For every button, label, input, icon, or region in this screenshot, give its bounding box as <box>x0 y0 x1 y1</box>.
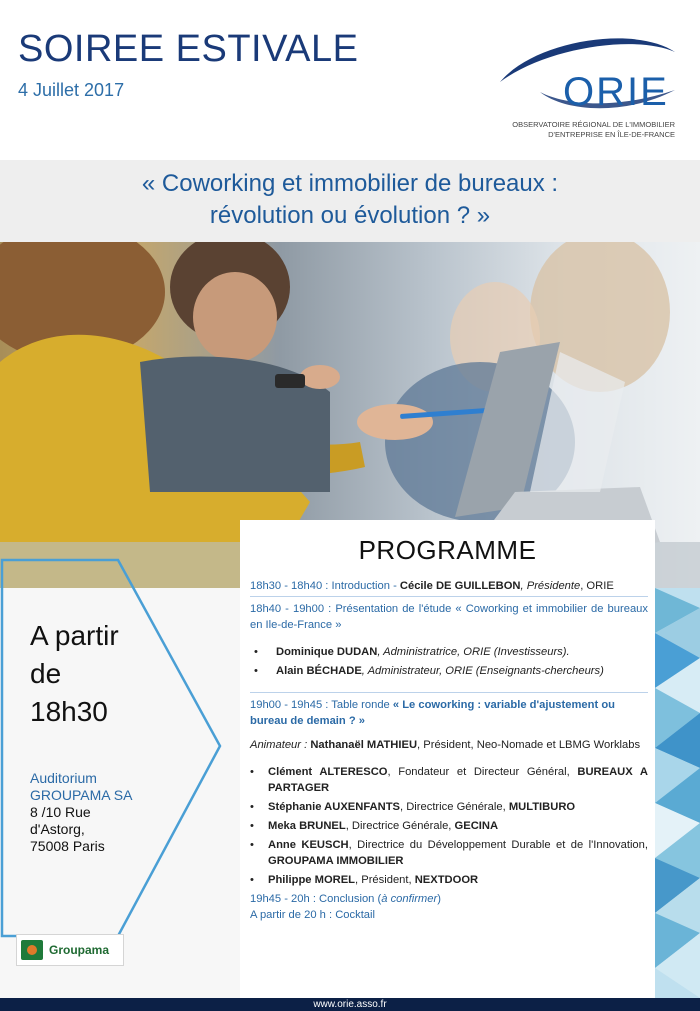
list-item <box>250 872 648 888</box>
groupama-logo <box>16 934 124 966</box>
intro-label: Introduction - <box>331 580 400 592</box>
list-item <box>250 764 648 796</box>
start-time-block <box>30 617 190 731</box>
cocktail-label: Cocktail <box>335 909 375 921</box>
presenter-name: Dominique DUDAN <box>276 646 378 658</box>
panelist-name: Anne KEUSCH <box>268 839 349 851</box>
moderator-line <box>250 737 648 753</box>
round-label: Table ronde <box>331 699 393 711</box>
panelist-name: Clément ALTERESCO <box>268 766 388 778</box>
list-item <box>250 644 648 660</box>
study-line <box>250 601 648 633</box>
panelist-role: , Directrice Générale, <box>345 820 455 832</box>
orie-logo-word: ORIE <box>563 70 669 114</box>
panelist-role: , Président, <box>355 874 415 886</box>
cocktail-line <box>250 907 648 923</box>
panelist-org: BUREAUX A PARTAGER <box>268 766 649 794</box>
presenter-name: Alain BÉCHADE <box>276 665 362 677</box>
separator <box>250 692 648 693</box>
spacer <box>250 729 648 737</box>
panelist-role: , Directrice du Développement Durable et de l'Innovation, <box>348 839 648 851</box>
spacer <box>250 633 648 641</box>
headline <box>0 160 700 242</box>
study-presenters <box>250 644 648 679</box>
header <box>0 0 700 160</box>
moderator-name: Nathanaël MATHIEU <box>310 739 418 751</box>
spacer <box>250 682 648 690</box>
separator <box>250 596 648 597</box>
intro-name: Cécile DE GUILLEBON <box>399 580 521 592</box>
list-item <box>250 837 648 869</box>
panelist-org: NEXTDOOR <box>414 874 479 886</box>
conclusion-line <box>250 891 648 907</box>
decorative-pattern <box>655 588 700 998</box>
study-time: 18h40 - 19h00 : <box>250 603 332 615</box>
groupama-name: Groupama <box>49 943 110 957</box>
headline-line-2: révolution ou évolution ? » <box>209 202 491 229</box>
panelist-name: Meka BRUNEL <box>268 820 346 832</box>
address-line-3: 75008 Paris <box>30 838 105 854</box>
moderator-label: Animateur : <box>250 739 311 751</box>
study-text: Présentation de l'étude « Coworking et immobilier de bureaux en Ile-de-France » <box>250 603 648 631</box>
orie-logo <box>495 30 685 150</box>
website-link[interactable]: www.orie.asso.fr <box>313 999 387 1010</box>
conclusion-time: 19h45 - 20h : <box>250 893 320 905</box>
panelist-list <box>250 764 648 888</box>
orie-logo-subtitle <box>495 120 675 140</box>
panelist-org: MULTIBURO <box>508 801 576 813</box>
intro-org: , ORIE <box>580 580 614 592</box>
start-line-1: A partir <box>30 620 119 651</box>
headline-line-1: « Coworking et immobilier de bureaux : <box>141 170 559 197</box>
round-table-line <box>250 697 648 729</box>
conclusion-end: ) <box>437 893 441 905</box>
presenter-role: , Administrateur, ORIE (Enseignants-chercheurs) <box>361 665 604 677</box>
start-line-2: de <box>30 658 62 689</box>
round-time: 19h00 - 19h45 : <box>250 699 332 711</box>
orie-subtitle-line-1: OBSERVATOIRE RÉGIONAL DE L'IMMOBILIER <box>512 120 675 129</box>
groupama-mark-icon <box>21 940 43 960</box>
panelist-role: , Directrice Générale, <box>400 801 509 813</box>
panelist-name: Stéphanie AUXENFANTS <box>268 801 400 813</box>
cocktail-time: A partir de 20 h : <box>250 909 336 921</box>
panelist-name: Philippe MOREL <box>268 874 356 886</box>
address-line-2: d'Astorg, <box>30 821 85 837</box>
footer <box>0 998 700 1011</box>
moderator-role: , Président, Neo-Nomade et LBMG Worklabs <box>417 739 641 751</box>
orie-subtitle-line-2: D'ENTREPRISE EN ÎLE-DE-FRANCE <box>548 130 675 139</box>
start-line-3: 18h30 <box>30 696 108 727</box>
intro-role: , Présidente <box>520 580 581 592</box>
triangle-pattern-icon <box>655 588 700 998</box>
intro-line <box>250 578 648 594</box>
round-title: « Le coworking : variable d'ajustement ou bureau de demain ? » <box>250 699 615 727</box>
conclusion-note: à confirmer <box>381 893 438 905</box>
list-item <box>250 663 648 679</box>
intro-time: 18h30 - 18h40 : <box>250 580 332 592</box>
programme-panel <box>240 520 655 970</box>
list-item <box>250 818 648 834</box>
panelist-org: GECINA <box>454 820 499 832</box>
spacer <box>250 753 648 761</box>
venue-line-2: GROUPAMA SA <box>30 787 133 803</box>
conclusion-label: Conclusion ( <box>319 893 382 905</box>
venue-line-1: Auditorium <box>30 770 97 786</box>
event-date: 4 Juillet 2017 <box>18 80 125 100</box>
panelist-org: GROUPAMA IMMOBILIER <box>268 855 404 867</box>
venue-block <box>30 770 132 855</box>
programme-content <box>250 578 648 923</box>
panelist-role: , Fondateur et Directeur Général, <box>387 766 578 778</box>
programme-title: PROGRAMME <box>358 535 537 565</box>
list-item <box>250 799 648 815</box>
event-title: SOIREE ESTIVALE <box>18 28 359 70</box>
presenter-role: , Administratrice, ORIE (Investisseurs). <box>377 646 570 658</box>
address-line-1: 8 /10 Rue <box>30 804 91 820</box>
